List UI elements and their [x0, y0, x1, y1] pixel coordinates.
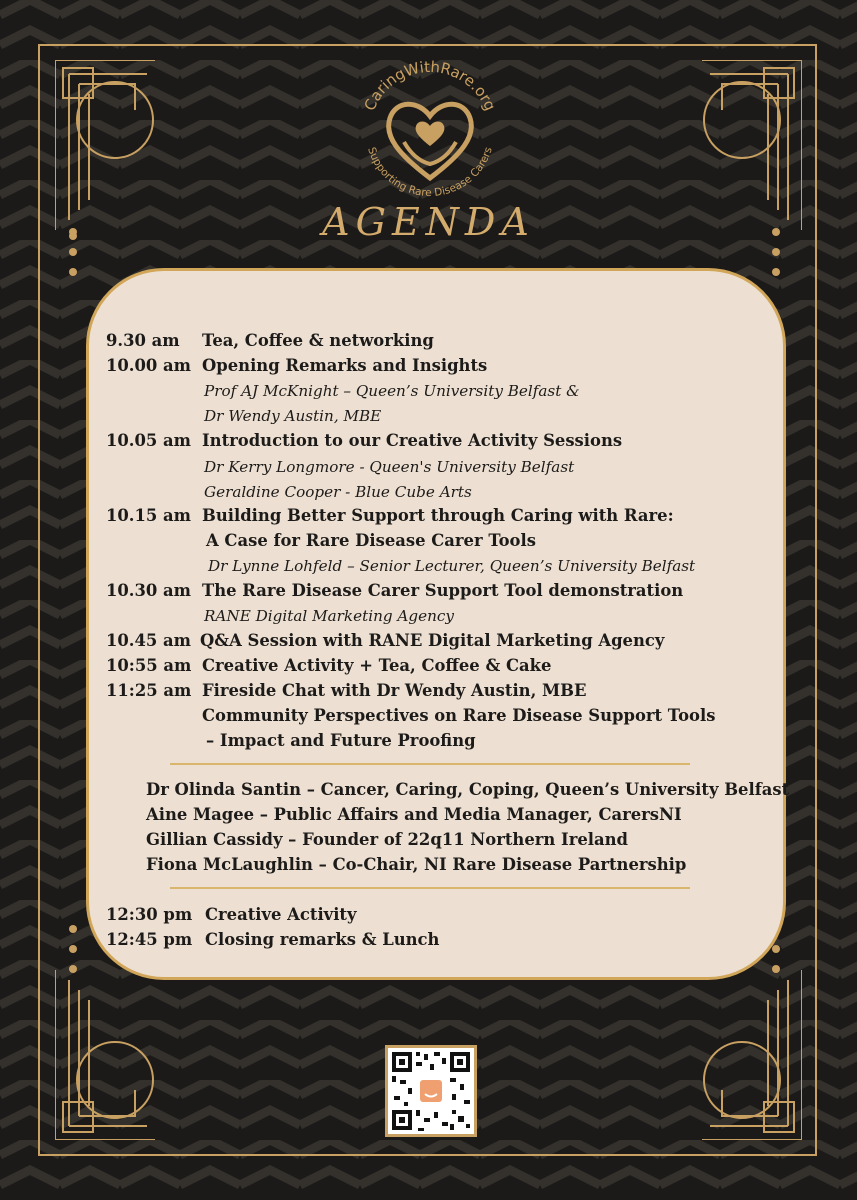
item-title-1: Opening Remarks and Insights: [202, 356, 488, 375]
panelist-1: Dr Olinda Santin – Cancer, Caring, Coping, Queen’s University Belfast: [146, 780, 790, 799]
item-title-7: Fireside Chat with Dr Wendy Austin, MBE: [202, 681, 587, 700]
item-speaker-4a: RANE Digital Marketing Agency: [204, 607, 454, 625]
time-4: 10.30 am: [106, 581, 191, 600]
time-5: 10.45 am: [106, 631, 191, 650]
item-speaker-2b: Geraldine Cooper - Blue Cube Arts: [204, 483, 472, 501]
time-2: 10.05 am: [106, 431, 191, 450]
item-title-8: Creative Activity: [205, 905, 357, 924]
item-title-0: Tea, Coffee & networking: [202, 331, 434, 350]
item-speaker-3a: Dr Lynne Lohfeld – Senior Lecturer, Queen’s University Belfast: [208, 557, 696, 575]
item-speaker-1a: Prof AJ McKnight – Queen’s University Belfast &: [204, 382, 580, 400]
corner-ornament-bottom-left: [55, 960, 165, 1140]
item-title-7c: – Impact and Future Proofing: [206, 731, 476, 750]
time-8: 12:30 pm: [106, 905, 193, 924]
caringwithrare-logo: [348, 50, 512, 214]
item-title-2: Introduction to our Creative Activity Sessions: [202, 431, 623, 450]
corner-ornament-bottom-right: [692, 960, 802, 1140]
time-3: 10.15 am: [106, 506, 191, 525]
time-0: 9.30 am: [106, 331, 180, 350]
item-title-7b: Community Perspectives on Rare Disease Support Tools: [202, 706, 716, 725]
time-7: 11:25 am: [106, 681, 192, 700]
logo-top-text: CaringWithRare.org: [360, 57, 500, 114]
panelist-3: Gillian Cassidy – Founder of 22q11 Northern Ireland: [146, 830, 628, 849]
svg-text:CaringWithRare.org: [361, 58, 500, 114]
panelist-2: Aine Magee – Public Affairs and Media Manager, CarersNI: [146, 805, 682, 824]
item-speaker-1b: Dr Wendy Austin, MBE: [204, 407, 382, 425]
item-title-4: The Rare Disease Carer Support Tool demonstration: [202, 581, 684, 600]
logo-bottom-text: Supporting Rare Disease Carers: [365, 145, 495, 200]
item-title-5: Q&A Session with RANE Digital Marketing Agency: [200, 631, 665, 650]
item-speaker-2a: Dr Kerry Longmore - Queen's University Belfast: [204, 458, 575, 476]
divider-top: [170, 763, 690, 765]
dots-left-bottom: [66, 922, 80, 982]
divider-bottom: [170, 887, 690, 889]
item-title-9: Closing remarks & Lunch: [205, 930, 440, 949]
item-title-3: Building Better Support through Caring with Rare:: [202, 506, 674, 525]
item-title-3b: A Case for Rare Disease Carer Tools: [206, 531, 536, 550]
panelist-4: Fiona McLaughlin – Co-Chair, NI Rare Disease Partnership: [146, 855, 687, 874]
svg-text:Supporting Rare Disease Carers: [365, 146, 495, 199]
time-6: 10:55 am: [106, 656, 192, 675]
time-1: 10.00 am: [106, 356, 191, 375]
time-9: 12:45 pm: [106, 930, 193, 949]
item-title-6: Creative Activity + Tea, Coffee & Cake: [202, 656, 552, 675]
qr-code[interactable]: [385, 1045, 477, 1137]
agenda-heading: AGENDA: [322, 200, 535, 244]
